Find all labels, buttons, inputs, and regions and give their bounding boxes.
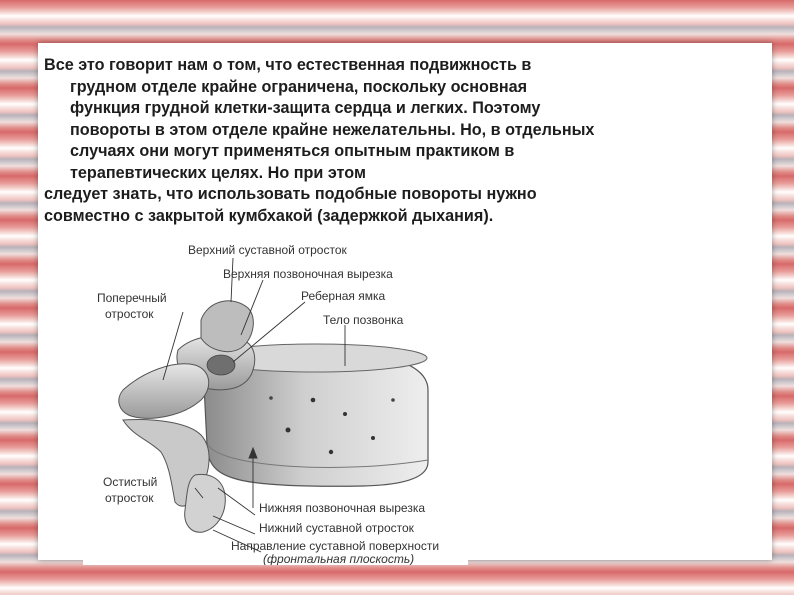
label-spinous-process-2: отросток <box>105 491 154 505</box>
label-inferior-articular-process: Нижний суставной отросток <box>259 521 414 535</box>
label-spinous-process-1: Остистый <box>103 475 158 489</box>
paragraph-line: грудном отделе крайне ограничена, поскольку основная <box>70 77 528 96</box>
paragraph-line: случаях они могут применяться опытным практиком в <box>70 142 515 160</box>
paragraph-line: терапевтических целях. Но при этом <box>70 163 366 182</box>
label-costal-fovea: Реберная ямка <box>301 289 386 303</box>
paragraph-line: совместно с закрытой кумбхакой (задержкой дыхания). <box>44 206 494 225</box>
label-superior-articular-process: Верхний суставной отросток <box>188 243 347 257</box>
label-inferior-vertebral-notch: Нижняя позвоночная вырезка <box>259 501 426 515</box>
paragraph-line: функция грудной клетки-защита сердца и легких. Поэтому <box>70 99 541 117</box>
vertebra-illustration <box>83 240 468 565</box>
label-superior-vertebral-notch: Верхняя позвоночная вырезка <box>223 267 393 281</box>
slide-text <box>44 55 744 227</box>
vertebra-drawing <box>83 240 468 565</box>
paragraph-line: повороты в этом отделе крайне нежелательны. Но, в отдельных <box>70 120 595 139</box>
label-transverse-process-2: отросток <box>105 307 154 321</box>
label-transverse-process-1: Поперечный <box>97 291 167 305</box>
slide <box>38 43 772 565</box>
paragraph-line: Все это говорит нам о том, что естественная подвижность в <box>44 56 532 74</box>
label-articular-direction-2: (фронтальная плоскость) <box>263 552 415 565</box>
label-vertebral-body: Тело позвонка <box>323 313 404 327</box>
superior-articular-process-shape <box>201 301 253 352</box>
label-articular-direction-1: Направление суставной поверхности <box>231 539 440 553</box>
inferior-articular-process-shape <box>185 474 226 532</box>
transverse-process-shape <box>119 364 209 418</box>
paragraph-line: следует знать, что использовать подобные повороты нужно <box>44 185 537 203</box>
